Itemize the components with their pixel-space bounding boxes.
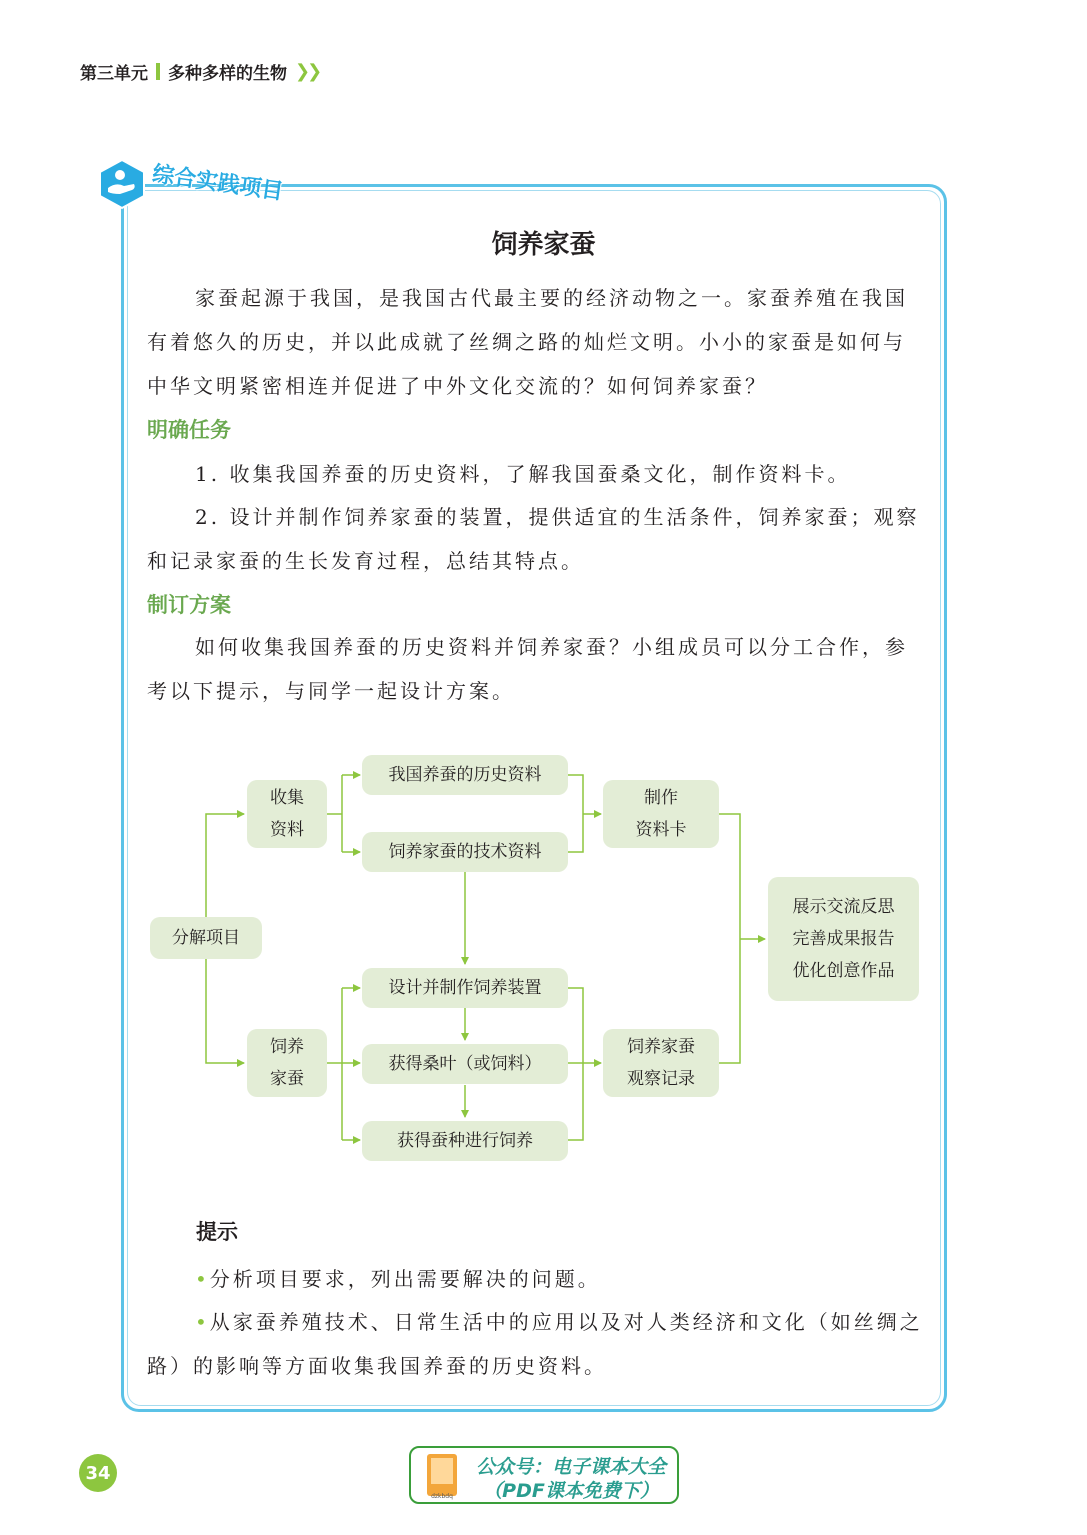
flow-node-device-label: 设计并制作饲养装置 bbox=[388, 978, 542, 998]
tips-heading: 提示 bbox=[196, 1220, 238, 1244]
flow-node-leaves bbox=[362, 1044, 568, 1084]
flow-node-raise-line2: 家蚕 bbox=[270, 1069, 304, 1089]
flow-node-leaves-label: 获得桑叶（或饲料） bbox=[388, 1054, 542, 1074]
flow-node-card-line1: 制作 bbox=[644, 788, 678, 808]
flow-node-eggs bbox=[362, 1121, 568, 1161]
flow-node-collect-line2: 资料 bbox=[270, 820, 304, 840]
page-number: 34 bbox=[79, 1454, 117, 1492]
bullet-icon: • bbox=[195, 1310, 210, 1334]
watermark-stamp bbox=[409, 1446, 679, 1504]
flow-node-record-line2: 观察记录 bbox=[627, 1069, 695, 1089]
section-heading-tasks: 明确任务 bbox=[147, 418, 231, 442]
flow-node-history bbox=[362, 755, 568, 795]
intro-paragraph: 家蚕起源于我国，是我国古代最主要的经济动物之一。家蚕养殖在我国有着悠久的历史，并以此成就了丝绸之路的灿烂文明。小小的家蚕是如何与中华文明紧密相连并促进了中外文化交流的？如何饲养家蚕？ bbox=[147, 286, 908, 398]
flow-node-collect bbox=[247, 780, 327, 848]
book-icon bbox=[427, 1454, 457, 1500]
flow-node-final-line3: 优化创意作品 bbox=[792, 961, 895, 981]
flow-node-card-line2: 资料卡 bbox=[635, 820, 687, 840]
flow-node-root-label: 分解项目 bbox=[172, 928, 240, 948]
flow-node-record-line1: 饲养家蚕 bbox=[627, 1037, 695, 1057]
tip-2-text: 从家蚕养殖技术、日常生活中的应用以及对人类经济和文化（如丝绸之路）的影响等方面收集我国养蚕的历史资料。 bbox=[147, 1310, 923, 1378]
task-item-2: 2. 设计并制作饲养家蚕的装置，提供适宜的生活条件，饲养家蚕；观察和记录家蚕的生长发育过程，总结其特点。 bbox=[147, 505, 920, 573]
flow-node-final bbox=[768, 877, 919, 1001]
header-divider bbox=[156, 63, 160, 80]
tip-2 bbox=[147, 1300, 925, 1388]
page-title: 饲养家蚕 bbox=[491, 230, 596, 260]
stamp-line-2: （PDF课本免费下） bbox=[483, 1480, 659, 1502]
flow-node-record bbox=[603, 1029, 719, 1097]
flow-node-device bbox=[362, 968, 568, 1008]
flow-node-raise bbox=[247, 1029, 327, 1097]
book-icon-caption: dzkbdq bbox=[431, 1493, 453, 1500]
badge-title: 综合实践项目 bbox=[150, 161, 285, 206]
section-heading-plan: 制订方案 bbox=[147, 593, 231, 617]
flow-node-final-line2: 完善成果报告 bbox=[792, 929, 895, 949]
flow-node-root bbox=[150, 917, 262, 959]
unit-label: 第三单元 bbox=[80, 64, 148, 84]
unit-header bbox=[80, 59, 319, 84]
flow-node-eggs-label: 获得蚕种进行饲养 bbox=[397, 1131, 533, 1151]
bullet-icon: • bbox=[195, 1267, 210, 1291]
flow-node-raise-line1: 饲养 bbox=[270, 1037, 304, 1057]
tip-1 bbox=[147, 1257, 925, 1301]
flow-node-tech bbox=[362, 832, 568, 872]
double-chevron-icon: ❯❯ bbox=[295, 61, 320, 82]
plan-paragraph: 如何收集我国养蚕的历史资料并饲养家蚕？小组成员可以分工合作，参考以下提示，与同学一起设计方案。 bbox=[147, 635, 908, 703]
tip-1-text: 分析项目要求，列出需要解决的问题。 bbox=[209, 1267, 601, 1291]
unit-topic: 多种多样的生物 bbox=[168, 64, 287, 84]
flow-node-card bbox=[603, 780, 719, 848]
flow-node-final-line1: 展示交流反思 bbox=[792, 897, 895, 917]
flow-node-history-label: 我国养蚕的历史资料 bbox=[388, 765, 542, 785]
flow-node-tech-label: 饲养家蚕的技术资料 bbox=[388, 842, 542, 862]
flow-node-collect-line1: 收集 bbox=[270, 788, 304, 808]
task-item-1: 1. 收集我国养蚕的历史资料，了解我国蚕桑文化，制作资料卡。 bbox=[195, 462, 851, 486]
hexagon-hand-icon bbox=[96, 158, 148, 210]
stamp-line-1: 公众号：电子课本大全 bbox=[475, 1456, 666, 1478]
